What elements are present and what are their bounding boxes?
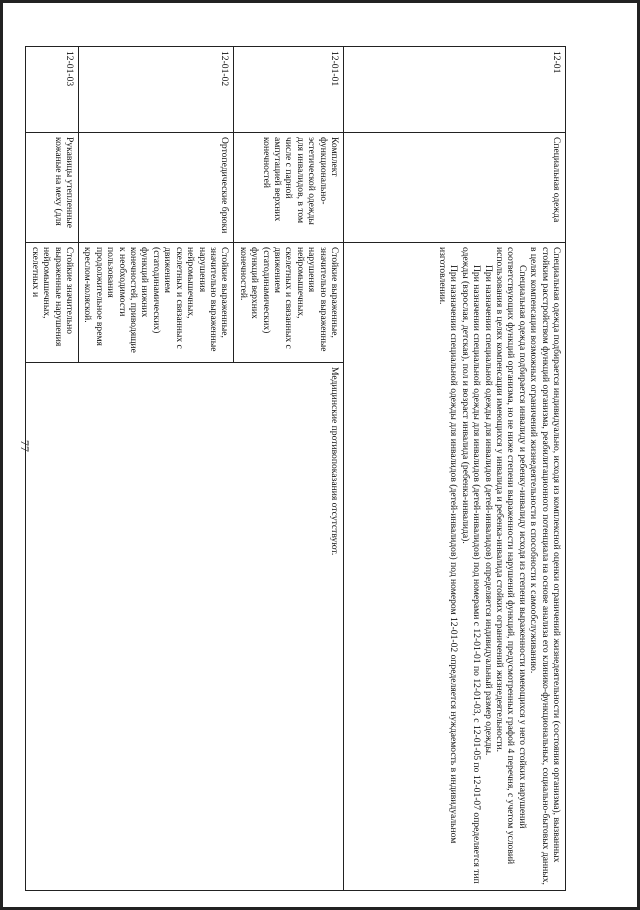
row-code: 12-01-03 [64, 51, 76, 87]
row-name: Ортопедические брюки [219, 137, 231, 234]
row-indication: Стойкие выраженные, значительно выраженные нарушения нейромышечных, скелетных и связанных с движением (статодинамических) функций нижних конечностей, приводящие к необходимости пользования продолжительное время креслом-коляской. [82, 247, 231, 353]
section-name: Специальная одежда [551, 137, 562, 223]
section-paragraph: Специальная одежда подбирается инвалиду и ребенку-инвалиду исходя из степени выраженности имеющихся у него стойких нарушений соответствующих функций организма, но не ниже степени выраженности нарушений функций, предусмотренных графой 4 перечня, с учетом условий использования в целях компенсации имеющихся у инвалида и ребенка-инвалида стойких ограничений жизнедеятельности. [493, 247, 528, 865]
row-indication: Стойкие значительно выраженные нарушения нейромышечных, скелетных и [29, 247, 76, 347]
row-name: Комплект функционально-эстетической одежды для инвалидов, в том числе с парной ампутацией верхних конечностей [260, 137, 340, 225]
rotated-table-area [29, 46, 566, 890]
row-indication-cell [234, 243, 344, 363]
contraindication-cell [26, 363, 344, 891]
page-number: 77 [18, 440, 32, 452]
medical-table [25, 46, 566, 891]
row-name-cell [79, 133, 234, 243]
row-code-cell [234, 47, 344, 133]
section-name-cell [344, 133, 566, 243]
row-code: 12-01-01 [329, 51, 340, 87]
section-paragraph: При назначении специальной одежды для инвалидов (детей-инвалидов) определяется индивидуальный размер одежды. [482, 265, 494, 756]
row-name: Рукавицы утепленные кожаные на меху (для [52, 137, 76, 228]
section-paragraph: При назначении специальной одежды для инвалидов (детей-инвалидов) под номерами с 12-01-01 по 12-01-03, с 12-01-05 по 12-01-07 определяется тип одежды (взрослая, детская), пол и возраст инвалида (ребенка-инвалида). [459, 247, 483, 884]
section-paragraph: При назначении специальной одежды для инвалидов (детей-инвалидов) под номером 12-01-02 определяется нуждаемость в индивидуальном изготовлении. [436, 247, 460, 844]
section-row [344, 47, 566, 891]
section-code: 12-01 [551, 51, 562, 74]
section-description-cell [344, 243, 566, 891]
row-indication-cell [26, 243, 79, 363]
row-indication-cell [79, 243, 234, 363]
row-code-cell [79, 47, 234, 133]
row-code: 12-01-02 [219, 51, 231, 87]
row-name-cell [234, 133, 344, 243]
row-contraindication: Медицинские противопоказания отсутствуют. [329, 367, 340, 556]
row-code-cell [26, 47, 79, 133]
row-name-cell [26, 133, 79, 243]
row-indication: Стойкие выраженные, значительно выраженные нарушения нейромышечных, скелетных и связанных с движением (статодинамических) функций верхних конечностей. [237, 247, 340, 352]
section-paragraph: Специальная одежда подбирается индивидуально, исходя из комплексной оценки ограничений жизнедеятельности (состояния организма), вызванных стойким расстройством функций организма, реабилитационного потенциала на основе анализа его клинико-функциональных, социально-бытовых данных, в целях компенсации возможных ограничений жизнедеятельности в способности к самообслуживанию. [528, 247, 562, 885]
section-code-cell [344, 47, 566, 133]
table-row [234, 47, 344, 891]
